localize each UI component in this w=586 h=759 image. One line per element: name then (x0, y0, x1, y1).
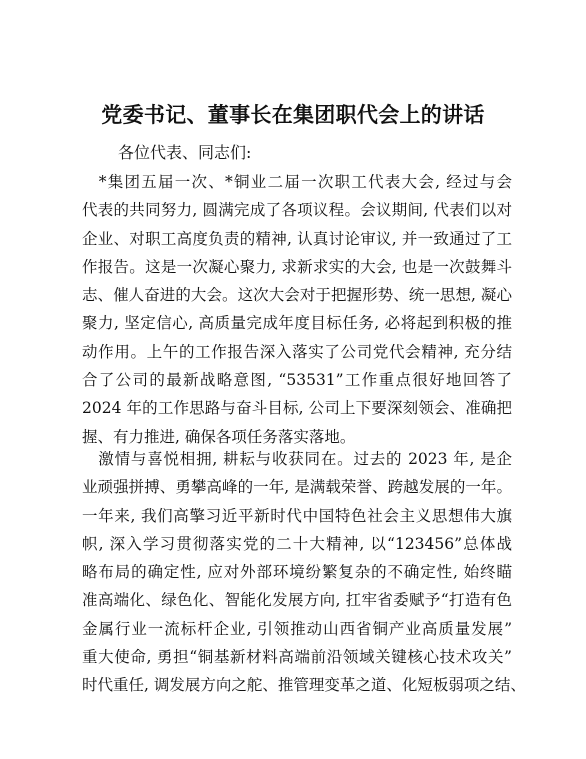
paragraph-line: 重大使命, 勇担“铜基新材料高端前沿领域关键核心技术攻关” (82, 648, 512, 667)
paragraph-line: 准高端化、绿色化、智能化发展方向, 扛牢省委赋予“打造有色 (82, 591, 512, 610)
paragraph-line: 金属行业一流标杆企业, 引领推动山西省铜产业高质量发展” (82, 619, 512, 638)
paragraph-line: 握、有力推进, 确保各项任务落实落地。 (82, 427, 356, 446)
paragraph-line: 聚力, 坚定信心, 高质量完成年度目标任务, 必将起到积极的推 (82, 314, 512, 333)
paragraph-line: 一年来, 我们高擎习近平新时代中国特色社会主义思想伟大旗 (82, 506, 512, 525)
paragraph-line: 业顽强拼搏、勇攀高峰的一年, 是满载荣誉、跨越发展的一年。 (82, 478, 512, 497)
paragraph-line: 企业、对职工高度负责的精神, 认真讨论审议, 并一致通过了工 (82, 229, 512, 248)
paragraph-line: 2024 年的工作思路与奋斗目标, 公司上下要深刻领会、准确把 (82, 399, 512, 418)
paragraph-line: 帜, 深入学习贯彻落实党的二十大精神, 以“123456”总体战 (82, 534, 512, 553)
paragraph-line: 时代重任, 调发展方向之舵、推管理变革之道、化短板弱项之结、 (82, 676, 526, 695)
paragraph-line: 志、催人奋进的大会。这次大会对于把握形势、统一思想, 凝心 (82, 286, 512, 305)
paragraph-line: 合了公司的最新战略意图, “53531”工作重点很好地回答了 (82, 371, 512, 390)
paragraph-line: 略布局的确定性, 应对外部环境纷繁复杂的不确定性, 始终瞄 (82, 563, 512, 582)
paragraph-2 (82, 445, 526, 700)
paragraph-line: 作报告。这是一次凝心聚力, 求新求实的大会, 也是一次鼓舞斗 (82, 257, 512, 276)
paragraph-1 (82, 168, 512, 451)
paragraph-line: 代表的共同努力, 圆满完成了各项议程。会议期间, 代表们以对 (82, 201, 512, 220)
paragraph-line: 动作用。上午的工作报告深入落实了公司党代会精神, 充分结 (82, 342, 512, 361)
document-title: 党委书记、董事长在集团职代会上的讲话 (101, 102, 485, 127)
paragraph-line: 激情与喜悦相拥, 耕耘与收获同在。过去的 2023 年, 是企 (82, 450, 512, 468)
paragraph-line: *集团五届一次、*铜业二届一次职工代表大会, 经过与会 (82, 173, 512, 191)
salutation: 各位代表、同志们: (118, 143, 252, 162)
